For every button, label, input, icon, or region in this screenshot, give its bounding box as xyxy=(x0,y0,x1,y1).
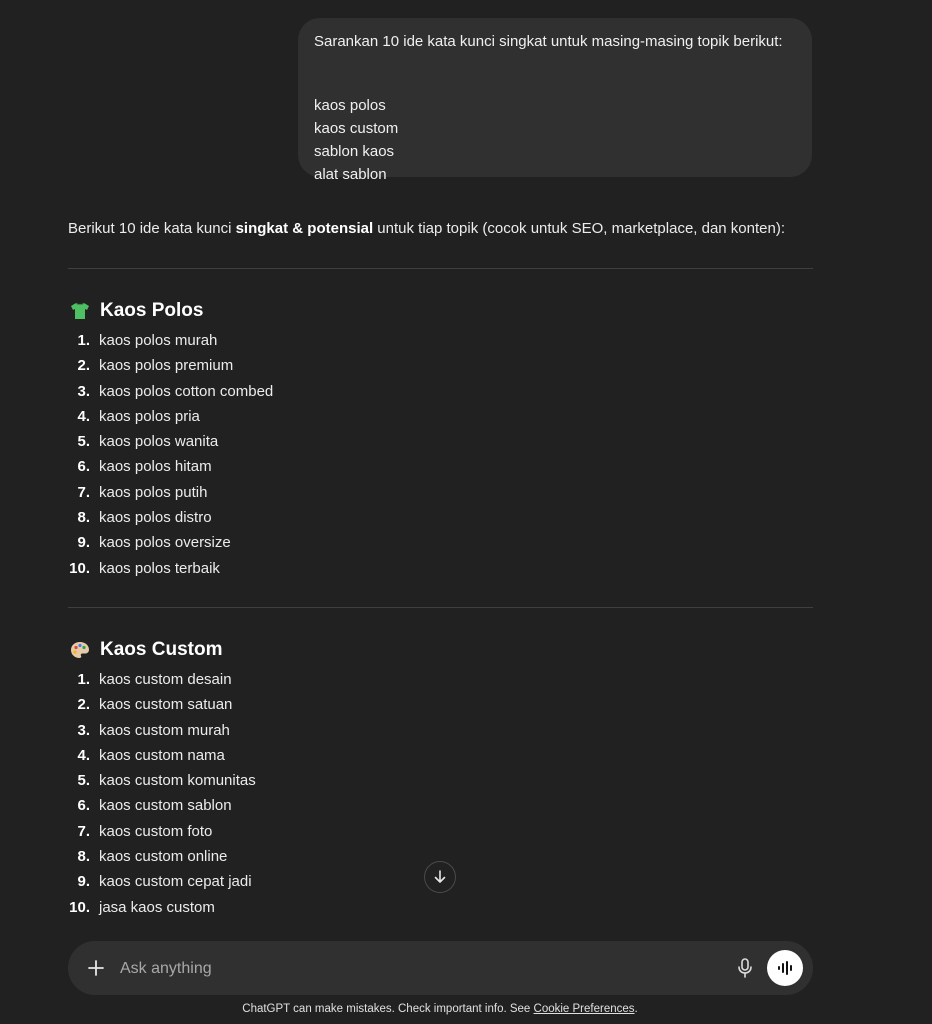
list-item xyxy=(60,718,256,743)
response-intro xyxy=(68,219,785,239)
list-item xyxy=(60,793,256,818)
list-item-text: kaos custom desain xyxy=(99,671,232,688)
list-number: 8. xyxy=(77,509,90,527)
list-number: 7. xyxy=(77,483,90,501)
list-item xyxy=(60,895,256,920)
section-heading-kaos-custom xyxy=(70,638,222,662)
user-message-topic: sablon kaos xyxy=(314,143,395,160)
message-composer xyxy=(68,941,813,995)
list-number: 10. xyxy=(69,559,90,577)
list-item xyxy=(60,429,273,454)
list-number: 1. xyxy=(77,671,90,688)
list-item xyxy=(60,454,273,479)
list-item-text: kaos custom online xyxy=(99,848,228,866)
list-item-text: kaos polos putih xyxy=(99,483,208,501)
list-item-text: kaos polos pria xyxy=(99,407,200,425)
intro-text: Berikut 10 ide kata kunci xyxy=(68,220,236,237)
list-item-text: kaos polos premium xyxy=(99,357,234,375)
list-item xyxy=(60,743,256,768)
microphone-icon[interactable] xyxy=(735,956,755,980)
list-item-text: kaos custom satuan xyxy=(99,696,233,714)
list-item xyxy=(60,667,256,692)
list-number: 6. xyxy=(77,458,90,476)
list-item-text: kaos polos hitam xyxy=(99,458,212,476)
list-number: 9. xyxy=(77,873,90,891)
list-item xyxy=(60,353,273,378)
list-number: 3. xyxy=(77,382,90,400)
list-number: 8. xyxy=(77,848,90,866)
list-item-text: kaos custom komunitas xyxy=(99,772,256,790)
user-message-topic: kaos custom xyxy=(314,120,399,137)
disclaimer xyxy=(0,1003,880,1015)
list-item xyxy=(60,480,273,505)
list-item-text: kaos polos murah xyxy=(99,332,218,349)
list-item-text: kaos polos oversize xyxy=(99,534,231,552)
disclaimer-end: . xyxy=(634,1003,638,1015)
keyword-list-kaos-custom xyxy=(60,667,256,920)
voice-mode-button[interactable] xyxy=(767,950,803,986)
list-item xyxy=(60,844,256,869)
list-item xyxy=(60,530,273,555)
section-title: Kaos Custom xyxy=(100,639,223,660)
list-number: 1. xyxy=(77,332,90,349)
user-message-bubble xyxy=(298,18,812,183)
list-item xyxy=(60,505,273,530)
list-number: 4. xyxy=(77,746,90,764)
list-number: 2. xyxy=(77,357,90,375)
list-number: 5. xyxy=(77,772,90,790)
palette-emoji-icon xyxy=(70,641,90,659)
intro-text-end: untuk tiap topik (cocok untuk SEO, marketplace, dan konten): xyxy=(373,220,786,237)
disclaimer-text: ChatGPT can make mistakes. Check important info. See xyxy=(242,1003,534,1015)
list-item xyxy=(60,869,256,894)
list-number: 5. xyxy=(77,433,90,451)
divider xyxy=(68,607,813,608)
intro-bold: singkat & potensial xyxy=(235,220,374,237)
user-message-topic: alat sablon xyxy=(314,166,387,183)
list-item-text: kaos custom sablon xyxy=(99,797,232,815)
cookie-preferences-link[interactable]: Cookie Preferences xyxy=(533,1003,635,1015)
prompt-input[interactable] xyxy=(118,955,702,983)
list-item-text: kaos polos terbaik xyxy=(99,559,220,577)
list-item xyxy=(60,404,273,429)
list-item-text: jasa kaos custom xyxy=(99,898,215,916)
arrow-down-icon xyxy=(432,869,448,885)
keyword-list-kaos-polos xyxy=(60,328,273,581)
list-item-text: kaos custom nama xyxy=(99,746,225,764)
user-message-topic: kaos polos xyxy=(314,97,386,114)
list-number: 6. xyxy=(77,797,90,815)
list-item xyxy=(60,379,273,404)
list-item xyxy=(60,692,256,717)
list-number: 10. xyxy=(69,898,90,916)
list-item xyxy=(60,556,273,581)
list-number: 4. xyxy=(77,407,90,425)
list-number: 2. xyxy=(77,696,90,714)
list-item-text: kaos custom murah xyxy=(99,721,230,739)
voice-mode-icon xyxy=(775,958,795,978)
user-message-line: Sarankan 10 ide kata kunci singkat untuk masing-masing topik berikut: xyxy=(314,33,783,50)
list-number: 9. xyxy=(77,534,90,552)
list-item-text: kaos polos wanita xyxy=(99,433,219,451)
section-heading-kaos-polos xyxy=(70,299,203,323)
list-item xyxy=(60,819,256,844)
list-number: 3. xyxy=(77,721,90,739)
shirt-emoji-icon xyxy=(70,302,90,320)
list-item-text: kaos custom foto xyxy=(99,822,213,840)
plus-icon[interactable] xyxy=(86,958,106,978)
scroll-to-bottom-button[interactable] xyxy=(424,861,456,893)
section-title: Kaos Polos xyxy=(100,300,204,321)
list-item-text: kaos custom cepat jadi xyxy=(99,873,252,891)
list-item xyxy=(60,328,273,353)
list-number: 7. xyxy=(77,822,90,840)
list-item-text: kaos polos cotton combed xyxy=(99,382,274,400)
list-item-text: kaos polos distro xyxy=(99,509,212,527)
divider xyxy=(68,268,813,269)
list-item xyxy=(60,768,256,793)
